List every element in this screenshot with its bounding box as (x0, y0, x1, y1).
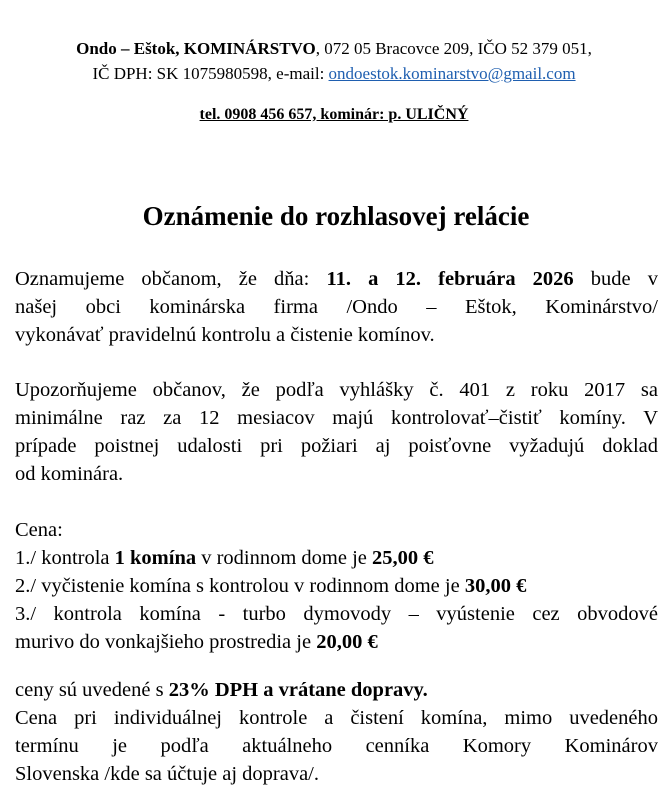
letterhead (0, 36, 668, 86)
letterhead-line-2 (0, 61, 668, 86)
paragraph-line: našej obci kominárska firma /Ondo – Eštok, Kominárstvo/ (15, 296, 658, 318)
email-link[interactable]: ondoestok.kominarstvo@gmail.com (328, 64, 576, 83)
company-name: Ondo – Eštok, KOMINÁRSTVO (76, 39, 316, 58)
company-address: , 072 05 Bracovce 209, IČO 52 379 051, (315, 39, 592, 58)
paragraph-line: Upozorňujeme občanov, že podľa vyhlášky č. 401 z roku 2017 sa (15, 379, 658, 401)
pricing-notes (15, 676, 658, 788)
paragraph-line: prípade poistnej udalosti pri požiari aj poisťovne vyžadujú doklad (15, 435, 658, 457)
vat-id: IČ DPH: SK 1075980598, e-mail: (92, 64, 329, 83)
price-item-continued: murivo do vonkajšieho prostredia je 20,00 € (15, 631, 378, 653)
price-value: 20,00 € (316, 631, 378, 653)
price-value: 30,00 € (464, 575, 527, 597)
announcement-date: 11. a 12. februára 2026 (326, 268, 574, 290)
paragraph-line: Slovenska /kde sa účtuje aj doprava/. (15, 763, 319, 785)
paragraph-line: Cena pri individuálnej kontrole a čistení komína, mimo uvedeného (15, 707, 658, 729)
paragraph-line: minimálne raz za 12 mesiacov majú kontrolovať–čistiť komíny. V (15, 407, 658, 429)
paragraph-line: vykonávať pravidelnú kontrolu a čistenie komínov. (15, 324, 435, 346)
page-title: Oznámenie do rozhlasovej relácie (142, 201, 530, 231)
paragraph-line: Oznamujeme občanom, že dňa: 11. a 12. februára 2026 bude v (15, 268, 658, 290)
paragraph-line: ceny sú uvedené s 23% DPH a vrátane dopravy. (15, 679, 428, 701)
letterhead-line-1 (0, 36, 668, 61)
price-item: 3./ kontrola komína - turbo dymovody – vyústenie cez obvodové (15, 603, 658, 625)
regulation-paragraph (15, 376, 658, 488)
announcement-paragraph (15, 265, 658, 349)
price-item: 1./ kontrola 1 komína v rodinnom dome je 25,00 € (15, 547, 434, 569)
paragraph-line: od kominára. (15, 463, 124, 485)
phone-contact: tel. 0908 456 657, kominár: p. ULIČNÝ (199, 106, 469, 123)
price-value: 25,00 € (372, 547, 434, 569)
price-list-label: Cena: (15, 519, 63, 541)
vat-note: 23% DPH a vrátane dopravy. (168, 679, 428, 701)
price-list (15, 516, 658, 656)
price-item: 2./ vyčistenie komína s kontrolou v rodinnom dome je 30,00 € (15, 575, 527, 597)
paragraph-line: termínu je podľa aktuálneho cenníka Komory Kominárov (15, 735, 658, 757)
